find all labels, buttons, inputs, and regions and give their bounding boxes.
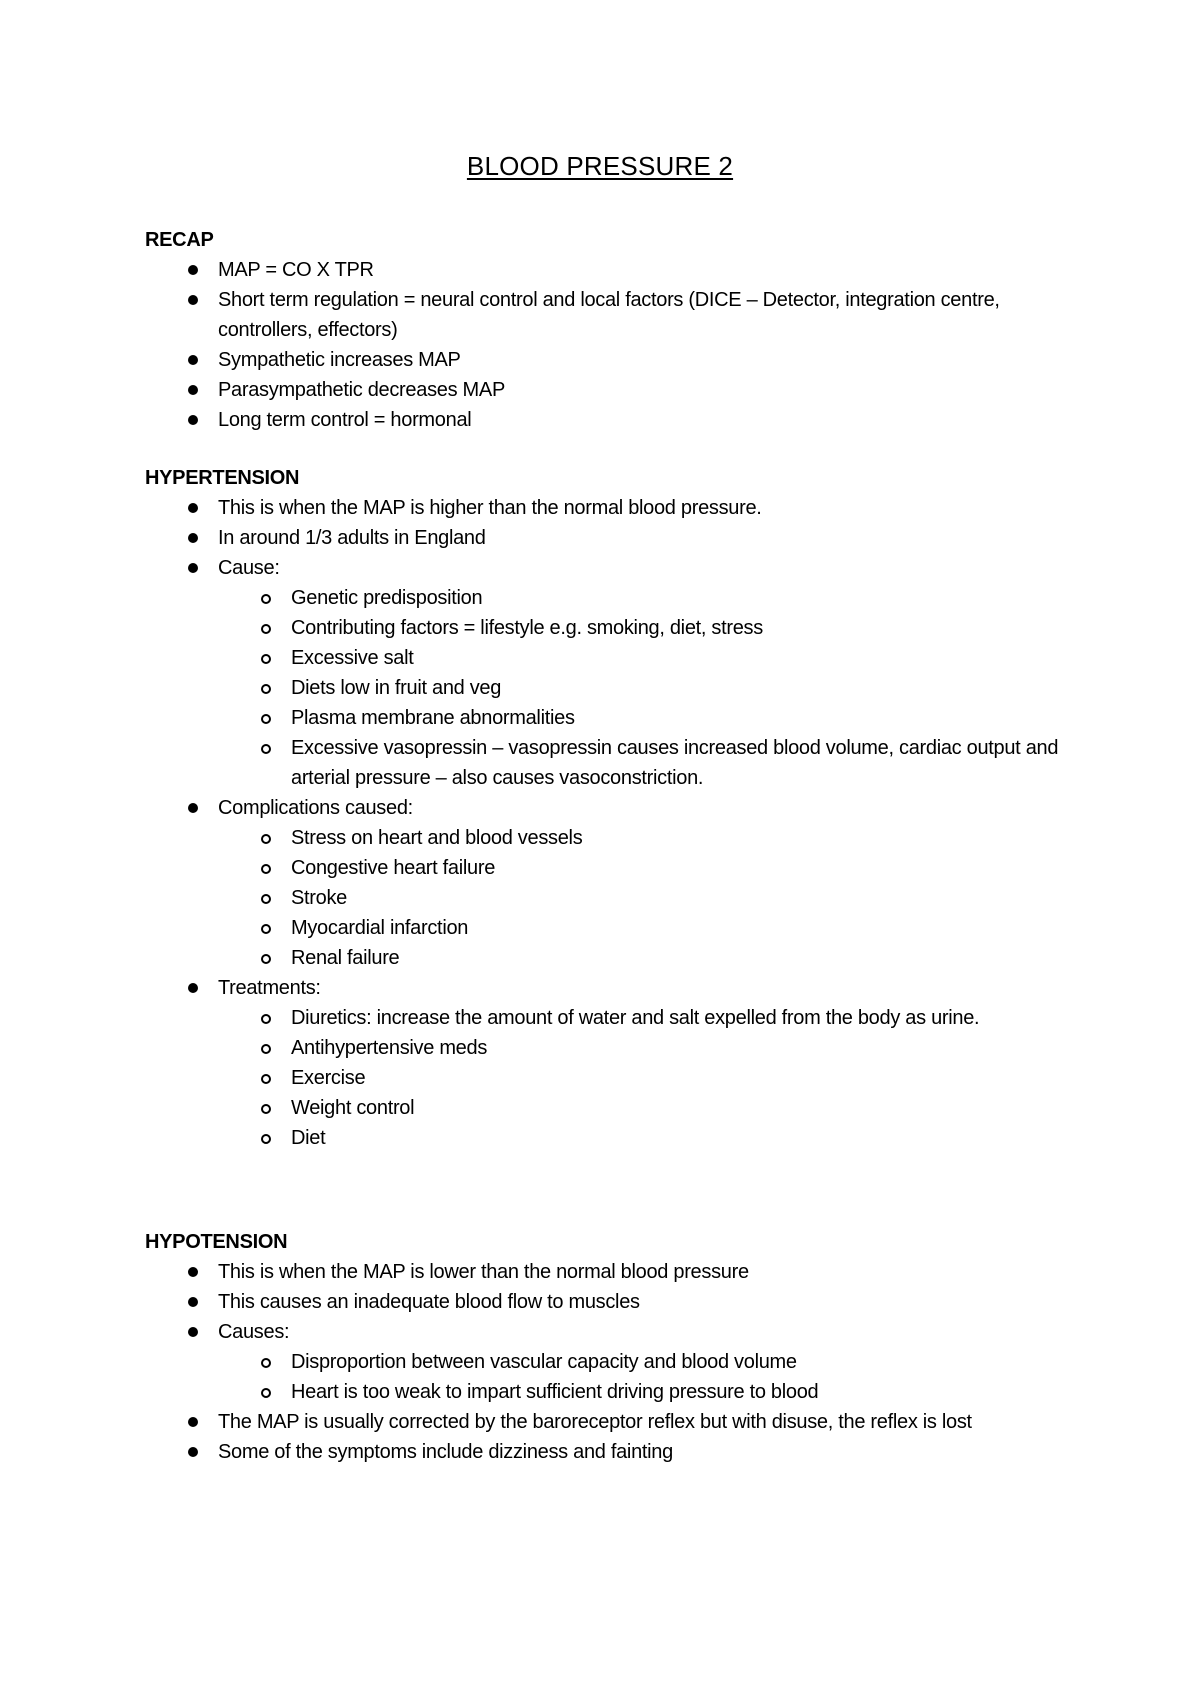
list-item: This is when the MAP is higher than the normal blood pressure. [145, 493, 1065, 523]
bullet-icon [185, 1437, 205, 1467]
sub-list-item: Stroke [145, 883, 1065, 913]
bullet-icon [185, 793, 205, 823]
sub-list-item: Disproportion between vascular capacity and blood volume [145, 1347, 1065, 1377]
sub-list-item: Excessive vasopressin – vasopressin causes increased blood volume, cardiac output and arterial pressure – also causes vasoconstriction. [145, 733, 1065, 793]
section-heading: HYPERTENSION [145, 467, 300, 489]
section-recap [145, 225, 1065, 435]
sub-list-item: Diet [145, 1123, 1065, 1153]
list-item: Some of the symptoms include dizziness and fainting [145, 1437, 1065, 1467]
section-hypertension [145, 463, 1065, 1153]
list-item: MAP = CO X TPR [145, 255, 1065, 285]
section-heading: HYPOTENSION [145, 1231, 288, 1253]
sub-bullet-icon [258, 733, 278, 763]
sub-bullet-icon [258, 853, 278, 883]
list-item: This causes an inadequate blood flow to muscles [145, 1287, 1065, 1317]
list-item: Sympathetic increases MAP [145, 345, 1065, 375]
sub-bullet-icon [258, 823, 278, 853]
sub-list-item: Plasma membrane abnormalities [145, 703, 1065, 733]
sub-bullet-icon [258, 1033, 278, 1063]
sub-bullet-icon [258, 673, 278, 703]
sub-bullet-icon [258, 1003, 278, 1033]
sub-bullet-icon [258, 1377, 278, 1407]
bullet-icon [185, 375, 205, 405]
sub-bullet-icon [258, 1063, 278, 1093]
bullet-icon [185, 1317, 205, 1347]
sub-list-item: Heart is too weak to impart sufficient driving pressure to blood [145, 1377, 1065, 1407]
sub-list-item: Diuretics: increase the amount of water and salt expelled from the body as urine. [145, 1003, 1065, 1033]
sub-list-item: Diets low in fruit and veg [145, 673, 1065, 703]
bullet-icon [185, 345, 205, 375]
sub-list-item: Stress on heart and blood vessels [145, 823, 1065, 853]
document-title: BLOOD PRESSURE 2 [466, 151, 734, 181]
bullet-icon [185, 1257, 205, 1287]
sub-bullet-icon [258, 1123, 278, 1153]
sub-bullet-icon [258, 703, 278, 733]
section-hypotension [145, 1227, 1065, 1467]
bullet-icon [185, 405, 205, 435]
sub-list-item: Exercise [145, 1063, 1065, 1093]
sub-bullet-icon [258, 883, 278, 913]
bullet-icon [185, 255, 205, 285]
sub-bullet-icon [258, 643, 278, 673]
list-item: Parasympathetic decreases MAP [145, 375, 1065, 405]
sub-bullet-icon [258, 1093, 278, 1123]
bullet-icon [185, 493, 205, 523]
sub-list-item: Myocardial infarction [145, 913, 1065, 943]
sub-list-item: Antihypertensive meds [145, 1033, 1065, 1063]
bullet-icon [185, 553, 205, 583]
sub-bullet-icon [258, 583, 278, 613]
sub-list-item: Contributing factors = lifestyle e.g. smoking, diet, stress [145, 613, 1065, 643]
list-item: Treatments: [145, 973, 1065, 1003]
list-item: Short term regulation = neural control and local factors (DICE – Detector, integration centre, controllers, effectors) [145, 285, 1065, 345]
list-item: Causes: [145, 1317, 1065, 1347]
list-item: Complications caused: [145, 793, 1065, 823]
list-item: In around 1/3 adults in England [145, 523, 1065, 553]
section-heading: RECAP [145, 229, 214, 251]
sub-bullet-icon [258, 943, 278, 973]
bullet-icon [185, 1407, 205, 1437]
bullet-icon [185, 285, 205, 315]
bullet-icon [185, 523, 205, 553]
list-item: The MAP is usually corrected by the baroreceptor reflex but with disuse, the reflex is lost [145, 1407, 1065, 1437]
sub-bullet-icon [258, 613, 278, 643]
sub-list-item: Congestive heart failure [145, 853, 1065, 883]
list-item: Cause: [145, 553, 1065, 583]
list-item: Long term control = hormonal [145, 405, 1065, 435]
sub-list-item: Excessive salt [145, 643, 1065, 673]
list-item: This is when the MAP is lower than the normal blood pressure [145, 1257, 1065, 1287]
sub-list-item: Renal failure [145, 943, 1065, 973]
sub-bullet-icon [258, 1347, 278, 1377]
bullet-icon [185, 973, 205, 1003]
bullet-icon [185, 1287, 205, 1317]
sub-bullet-icon [258, 913, 278, 943]
sub-list-item: Genetic predisposition [145, 583, 1065, 613]
sub-list-item: Weight control [145, 1093, 1065, 1123]
